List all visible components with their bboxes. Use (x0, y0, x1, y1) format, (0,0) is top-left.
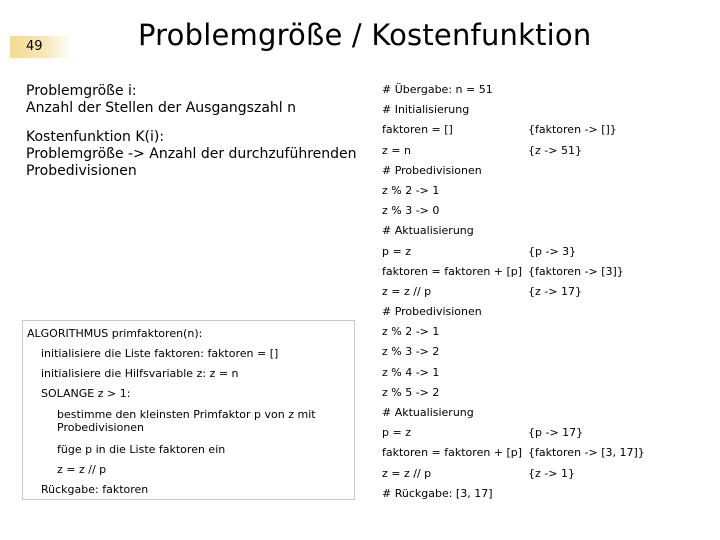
trace-code: # Aktualisierung (382, 224, 474, 238)
trace-code: z % 4 -> 1 (382, 365, 440, 379)
algorithm-step: initialisiere die Liste faktoren: faktoren = [] (41, 347, 279, 360)
trace-line (382, 363, 712, 383)
cost-function-text-cont: Probedivisionen (26, 163, 137, 179)
algorithm-header: ALGORITHMUS primfaktoren(n): (27, 327, 203, 340)
problem-size-text: Anzahl der Stellen der Ausgangszahl n (26, 100, 296, 116)
trace-code: z % 3 -> 0 (382, 204, 440, 218)
algorithm-return: Rückgabe: faktoren (41, 483, 149, 496)
trace-state: {faktoren -> [3, 17]} (528, 446, 645, 460)
definitions (26, 83, 371, 192)
algorithm-loop: SOLANGE z > 1: (41, 387, 131, 400)
trace-code: # Probedivisionen (382, 163, 482, 177)
trace-line (382, 181, 712, 201)
algorithm-step: initialisiere die Hilfsvariable z: z = n (41, 367, 239, 380)
trace-line (382, 302, 712, 322)
trace-code: p = z (382, 426, 411, 440)
trace-code: # Probedivisionen (382, 305, 482, 319)
page-title: Problemgröße / Kostenfunktion (138, 18, 592, 52)
algorithm-box (22, 320, 355, 500)
algorithm-step: bestimme den kleinsten Primfaktor p von z mit Probedivisionen (57, 408, 316, 434)
trace-code: z = n (382, 143, 411, 157)
trace-line (382, 120, 712, 140)
trace-line (382, 100, 712, 120)
trace-code: z % 2 -> 1 (382, 325, 440, 339)
trace-code: # Rückgabe: [3, 17] (382, 486, 493, 500)
trace-code: z = z // p (382, 284, 432, 298)
trace-code: faktoren = [] (382, 123, 453, 137)
trace-line (382, 464, 712, 484)
trace-line (382, 141, 712, 161)
trace-state: {p -> 3} (528, 244, 577, 258)
cost-function-definition (26, 129, 371, 180)
problem-size-label: Problemgröße i: (26, 83, 137, 99)
trace-code: z % 2 -> 1 (382, 183, 440, 197)
trace-line (382, 484, 712, 504)
trace-state: {z -> 17} (528, 284, 582, 298)
trace-line (382, 262, 712, 282)
problem-size-definition (26, 83, 371, 117)
slide-number: 49 (10, 36, 72, 58)
algorithm-step: füge p in die Liste faktoren ein (57, 443, 226, 456)
trace-line (382, 423, 712, 443)
trace-line (382, 242, 712, 262)
execution-trace (382, 80, 712, 504)
trace-line (382, 282, 712, 302)
trace-code: # Übergabe: n = 51 (382, 83, 493, 96)
trace-state: {faktoren -> [3]} (528, 264, 624, 278)
trace-line (382, 161, 712, 181)
trace-line (382, 80, 712, 100)
trace-code: # Aktualisierung (382, 406, 474, 419)
trace-line (382, 221, 712, 241)
cost-function-label: Kostenfunktion K(i): (26, 129, 165, 145)
trace-state: {faktoren -> []} (528, 123, 617, 137)
trace-code: faktoren = faktoren + [p] (382, 446, 523, 460)
trace-code: z = z // p (382, 466, 432, 480)
trace-state: {z -> 51} (528, 143, 582, 157)
trace-line (382, 383, 712, 403)
cost-function-text: Problemgröße -> Anzahl der durchzuführenden (26, 146, 357, 162)
trace-code: p = z (382, 244, 411, 258)
trace-line (382, 443, 712, 463)
trace-state: {p -> 17} (528, 426, 584, 440)
trace-state: {z -> 1} (528, 466, 575, 480)
trace-line (382, 322, 712, 342)
trace-line (382, 342, 712, 362)
trace-code: # Initialisierung (382, 103, 470, 117)
trace-line (382, 403, 712, 423)
trace-code: z % 3 -> 2 (382, 345, 440, 359)
trace-code: z % 5 -> 2 (382, 385, 440, 399)
trace-code: faktoren = faktoren + [p] (382, 264, 523, 278)
trace-line (382, 201, 712, 221)
algorithm-step: z = z // p (57, 463, 107, 476)
